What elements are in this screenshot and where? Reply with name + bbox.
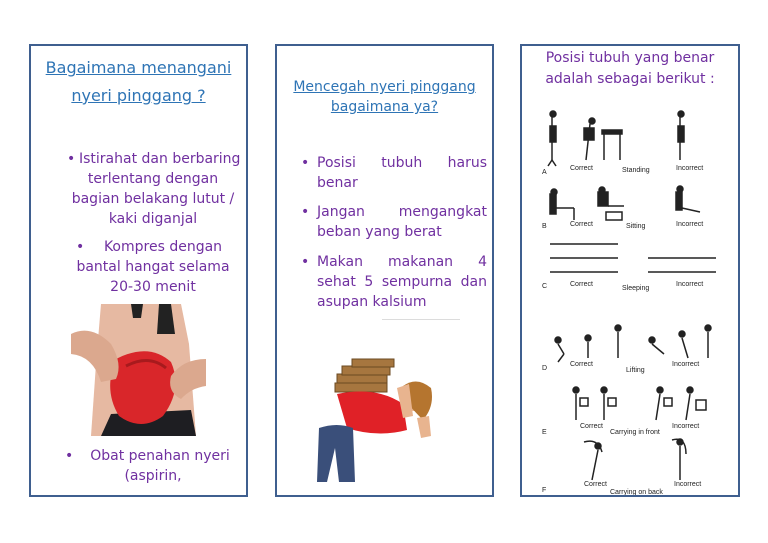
row-letter: B bbox=[542, 223, 547, 230]
panel2-bullet-posture bbox=[301, 153, 487, 193]
row-letter: F bbox=[542, 487, 547, 494]
label-sleeping: Sleeping bbox=[622, 285, 650, 292]
bullet-line: 20-30 menit bbox=[110, 279, 196, 295]
bullet-line: Istirahat dan berbaring bbox=[79, 151, 241, 167]
label-correct: Correct bbox=[570, 165, 593, 172]
panel1-title bbox=[39, 54, 238, 110]
label-incorrect: Incorrect bbox=[676, 281, 704, 288]
back-pain-hot-water-bottle-photo bbox=[71, 304, 206, 436]
bullet-line: terlentang dengan bbox=[87, 171, 219, 187]
panel3-title-line1: Posisi tubuh yang benar bbox=[545, 50, 715, 66]
panel1-bullet-compress bbox=[53, 237, 248, 297]
row-letter: E bbox=[542, 429, 547, 436]
bullet-line: bantal hangat selama bbox=[76, 259, 230, 275]
label-incorrect: Incorrect bbox=[672, 423, 700, 430]
bullet-text: Posisi tubuh harus benar bbox=[317, 155, 487, 191]
bullet-line: kaki diganjal bbox=[108, 211, 198, 227]
bullet-text: Makan makanan 4 sehat 5 sempurna dan asupan kalsium bbox=[317, 254, 487, 310]
panel2-title-line2: bagaimana ya? bbox=[330, 99, 439, 115]
bullet-line: bagian belakang lutut / bbox=[71, 191, 235, 207]
row-letter: D bbox=[542, 365, 548, 372]
bullet-line: Obat penahan nyeri bbox=[90, 448, 230, 464]
label-correct: Correct bbox=[570, 281, 593, 288]
posture-illustration bbox=[540, 108, 726, 496]
bullet-line: (aspirin, bbox=[124, 468, 182, 484]
bullet-dot: • bbox=[301, 254, 310, 270]
label-incorrect: Incorrect bbox=[676, 221, 704, 228]
bullet-line: Kompres dengan bbox=[103, 239, 223, 255]
divider bbox=[382, 319, 460, 320]
label-correct: Correct bbox=[570, 361, 593, 368]
panel-correct-body-posture bbox=[520, 44, 740, 497]
panel2-bullet-lifting bbox=[301, 202, 487, 242]
label-correct: Correct bbox=[570, 221, 593, 228]
label-incorrect: Incorrect bbox=[676, 165, 704, 172]
bullet-dot: • bbox=[76, 239, 85, 255]
woman-carrying-books-photo bbox=[317, 358, 447, 482]
row-letter: A bbox=[542, 169, 547, 176]
panel3-title bbox=[530, 48, 730, 90]
label-incorrect: Incorrect bbox=[672, 361, 700, 368]
panel1-title-line2: nyeri pinggang ? bbox=[71, 86, 206, 105]
panel2-bullet-nutrition bbox=[301, 252, 487, 312]
label-sitting: Sitting bbox=[626, 223, 646, 230]
row-letter: C bbox=[542, 283, 548, 290]
panel1-bullet-rest bbox=[53, 149, 248, 229]
panel3-title-line2: adalah sebagai berikut : bbox=[545, 71, 715, 87]
bullet-dot: • bbox=[301, 155, 310, 171]
panel2-title-line1: Mencegah nyeri pinggang bbox=[293, 79, 476, 95]
label-carrying-front: Carrying in front bbox=[610, 429, 660, 436]
label-correct: Correct bbox=[580, 423, 603, 430]
bullet-text: Jangan mengangkat beban yang berat bbox=[317, 204, 487, 240]
panel1-bullet-painkiller bbox=[53, 446, 248, 486]
label-incorrect: Incorrect bbox=[674, 481, 702, 488]
label-carrying-back: Carrying on back bbox=[610, 489, 663, 496]
panel1-title-line1: Bagaimana menangani bbox=[45, 58, 232, 77]
label-lifting: Lifting bbox=[626, 367, 645, 374]
label-standing: Standing bbox=[622, 167, 650, 174]
panel-prevent-back-pain bbox=[275, 44, 494, 497]
panel-handling-back-pain bbox=[29, 44, 248, 497]
bullet-dot: • bbox=[65, 448, 74, 464]
bullet-dot: • bbox=[301, 204, 310, 220]
bullet-dot: • bbox=[67, 151, 76, 167]
panel2-title bbox=[285, 77, 484, 117]
label-correct: Correct bbox=[584, 481, 607, 488]
